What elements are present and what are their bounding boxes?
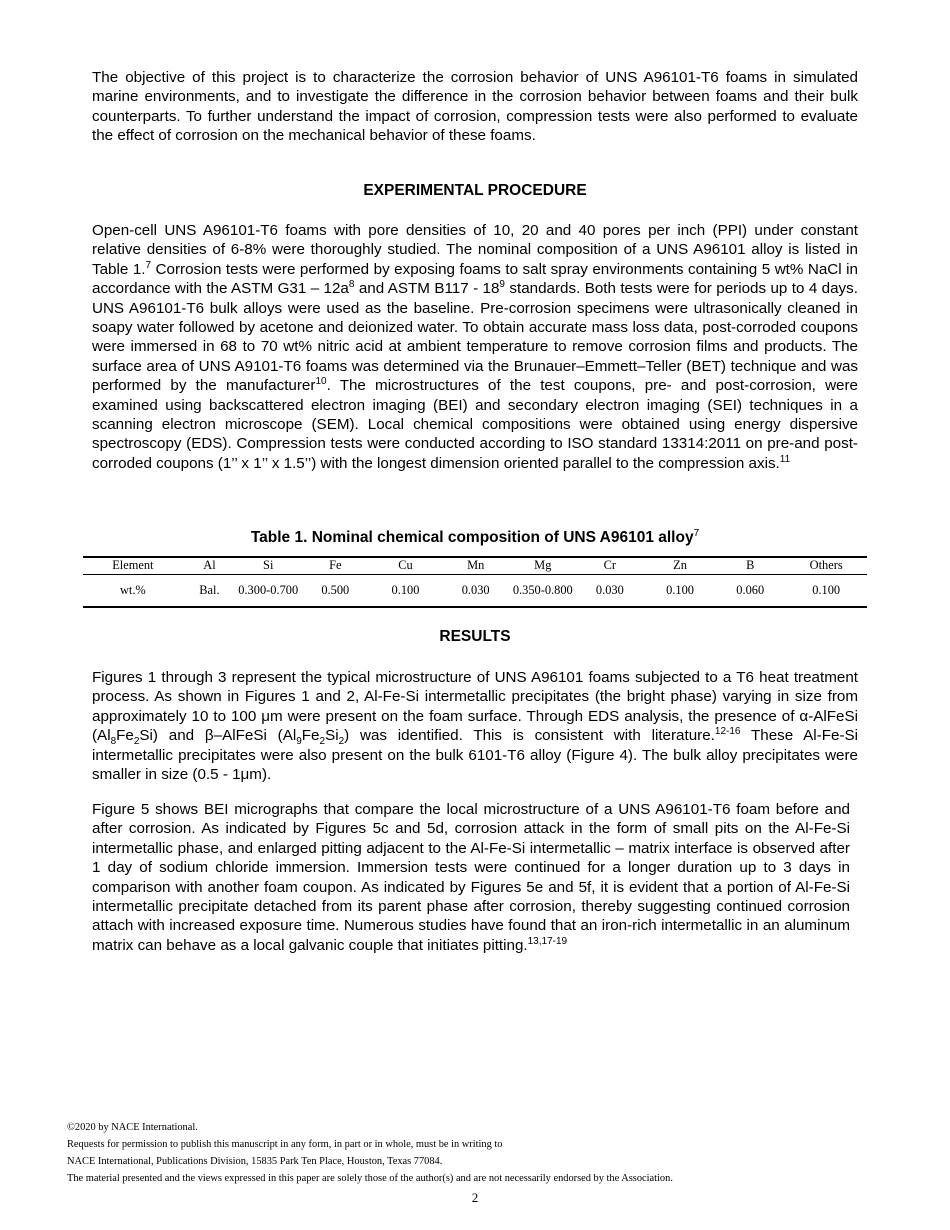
table-header-cell: Zn: [673, 558, 687, 573]
table-cell: 0.100: [391, 582, 420, 597]
experimental-paragraph: Open-cell UNS A96101-T6 foams with pore densities of 10, 20 and 40 pores per inch (PPI) under constant relative densities of 6-8% were thoroughly studied. The nominal composition of a UNS A96101 alloy is listed in Table 1.$^7$ Corrosion tests were performed by exposing foams to salt spray environments containing 5 wt% NaCl in accordance with the ASTM $G31 - 12a^8$ and ASTM $B117 - 18^9$ standards. Both tests were for periods up to 4 days. UNS A96101-T6 bulk alloys were used as the baseline. Pre-corrosion specimens were ultrasonically cleaned in soapy water followed by acetone and deionized water. To obtain accurate mass loss data, post-corroded coupons were immersed in 68 to 70 wt% nitric acid at ambient temperature to remove corrosion films and products. The surface area of UNS A9101-T6 foams was determined via the Brunauer–Emmett–Teller (BET) technique and was performed by the manufacturer$^{10}$. The microstructures of the test coupons, pre- and post-corrosion, were examined using backscattered electron imaging (BEI) and secondary electron imaging (SEI) techniques in a scanning electron microscope (SEM). Local chemical compositions were obtained using energy dispersive spectroscopy (EDS). Compression tests were conducted according to ISO standard 13314:2011 on pre-and post-corroded coupons (1’’ x 1’’ x 1.5’’) with the longest dimension oriented parallel to the compression axis.$^{11}$: [92, 222, 858, 472]
citation: 7: [145, 259, 152, 271]
table-cell: 0.100: [666, 582, 694, 597]
results-heading: RESULTS: [439, 628, 511, 645]
results-paragraph-2: Figure 5 shows BEI micrographs that compare the local microstructure of a UNS A96101-T6 foam before and after corrosion. As indicated by Figures 5c and 5d, corrosion attack in the form of small pits on the Al-Fe-Si intermetallic phase, and enlarged pitting adjacent to the Al-Fe-Si intermetallic – matrix interface is observed after 1 day of sodium chloride immersion. Immersion tests were continued for a longer duration up to 3 days in comparison with another foam coupon. As indicated by Figures 5e and 5f, it is evident that a portion of Al-Fe-Si intermetallic precipitate detached from its parent phase after corrosion, thereby suggesting continued corrosion attach with increased exposure time. Numerous studies have found that an iron-rich intermetallic in an aluminum matrix can behave as a local galvanic couple that initiates pitting.$^{13,17-19}$: [92, 801, 850, 954]
composition-table: [83, 556, 867, 608]
disclaimer: The material presented and the views expressed in this paper are solely those of the author(s) and are not necessarily endorsed by the Association.: [67, 1173, 673, 1184]
table-header-cell: Si: [263, 558, 274, 573]
experimental-heading: EXPERIMENTAL PROCEDURE: [363, 182, 587, 199]
table-header-cell: Element: [112, 558, 154, 573]
table-cell: 0.100: [812, 582, 841, 597]
table-header-cell: Fe: [329, 558, 342, 573]
table-cell: 0.060: [736, 582, 765, 597]
table-header-cell: Cu: [398, 558, 413, 573]
table-header-cell: Mg: [534, 558, 552, 573]
citation: 11: [779, 453, 791, 465]
table-header-cell: Al: [203, 558, 216, 573]
citation: 10: [315, 376, 327, 388]
footer: [67, 1119, 673, 1187]
table-cell: 0.300-0.700: [238, 582, 299, 597]
table-header-cell: Others: [809, 558, 843, 573]
table-cell: Bal.: [199, 582, 220, 597]
table-cell: 0.030: [461, 582, 490, 597]
page-number: 2: [471, 1190, 479, 1205]
copyright-notice: ©2020 by NACE International.: [67, 1122, 198, 1133]
table-header-cell: Mn: [467, 558, 485, 573]
table-cell: 0.500: [321, 582, 350, 597]
results-paragraph-1: Figures 1 through 3 represent the typical microstructure of UNS A96101 foams subjected to a T6 heat treatment process. As shown in Figures 1 and 2, Al-Fe-Si intermetallic precipitates (the bright phase) varying in size from approximately 10 to 100 μm were present on the foam surface. Through EDS analysis, the presence of α-AlFeSi $(Al_8Fe_2Si)$ and β–AlFeSi $(Al_9Fe_2Si_2)$ was identified. This is consistent with literature.$^{12-16}$ These Al-Fe-Si intermetallic precipitates were also present on the bulk 6101-T6 alloy (Figure 4). The bulk alloy precipitates were smaller in size (0.5 - 1μm).: [92, 669, 859, 784]
permission-notice: Requests for permission to publish this manuscript in any form, in part or in whole, must be in writing to: [67, 1139, 503, 1150]
citation: 12-16: [714, 726, 741, 738]
table-header-cell: Cr: [603, 558, 617, 573]
publisher-address: NACE International, Publications Division, 15835 Park Ten Place, Houston, Texas 77084.: [67, 1156, 443, 1167]
table-row: [83, 574, 867, 607]
table-caption: Table 1. Nominal chemical composition of UNS A96101 alloy$^7$: [250, 527, 700, 546]
table-header-cell: B: [746, 558, 755, 573]
citation: 9: [499, 279, 505, 291]
citation: 13,17-19: [527, 935, 568, 947]
table-cell: 0.030: [595, 582, 624, 597]
citation: 8: [348, 279, 355, 291]
intro-paragraph: The objective of this project is to characterize the corrosion behavior of UNS A96101-T6 foams in simulated marine environments, and to investigate the difference in the corrosion behavior between foams and their bulk counterparts. To further understand the impact of corrosion, compression tests were also performed to evaluate the effect of corrosion on the mechanical behavior of these foams.: [92, 69, 858, 145]
table-cell: 0.350-0.800: [512, 582, 573, 597]
table-row-label: wt.%: [119, 582, 146, 597]
table-header-row: [83, 557, 867, 574]
